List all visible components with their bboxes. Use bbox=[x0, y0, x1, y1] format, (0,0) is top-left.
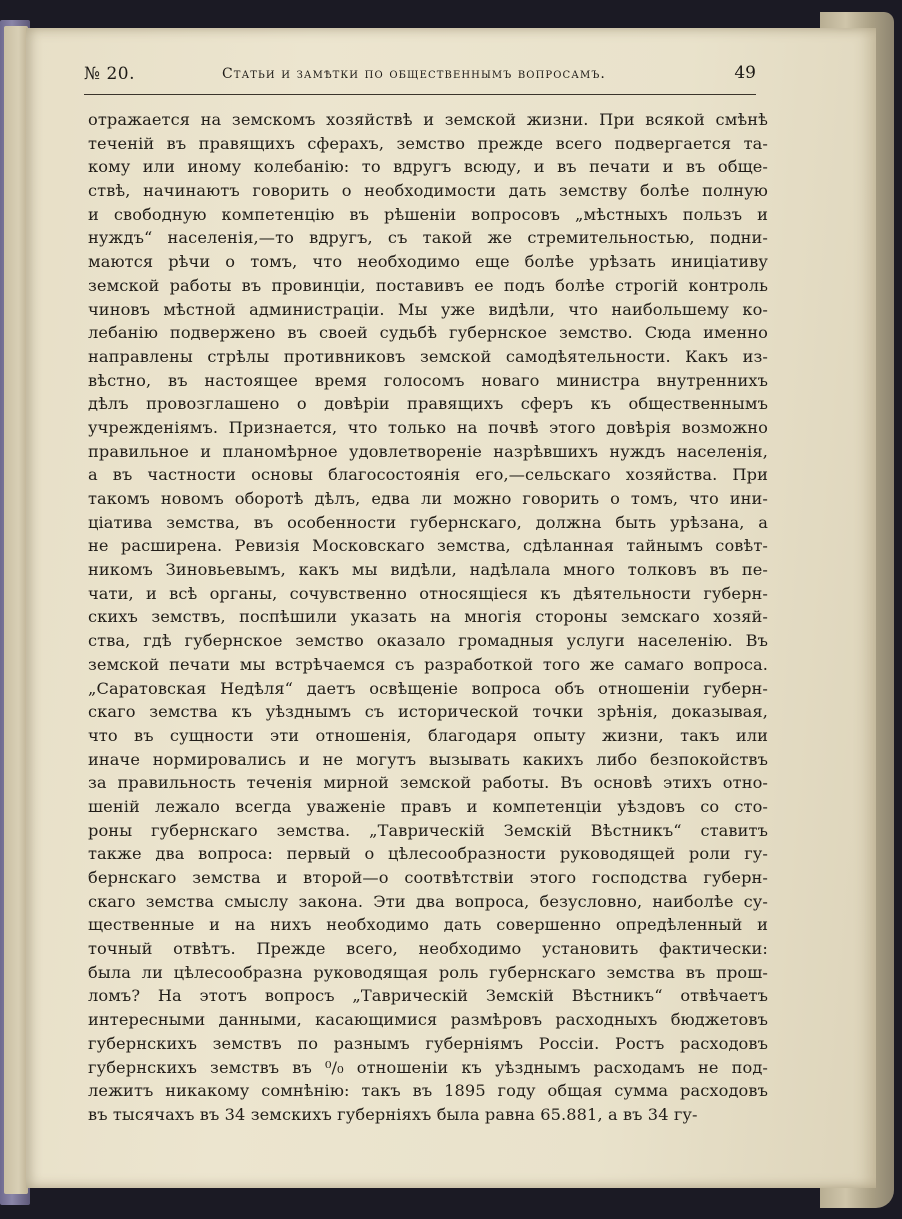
text-line: чати, и всѣ органы, сочувственно относящіеся къ дѣятельности губерн- bbox=[88, 583, 768, 603]
text-line: губернскихъ земствъ въ ⁰/₀ отношеніи къ уѣзднымъ расходамъ не под- bbox=[88, 1057, 768, 1077]
text-line: была ли цѣлесообразна руководящая роль губернскаго земства въ прош- bbox=[88, 962, 768, 982]
text-line: скихъ земствъ, поспѣшили указать на многія стороны земскаго хозяй- bbox=[88, 607, 768, 627]
text-line: ломъ? На этотъ вопросъ „Таврическій Земскій Вѣстникъ“ отвѣчаетъ bbox=[88, 986, 768, 1006]
text-line: щественные и на нихъ необходимо дать совершенно опредѣленный и bbox=[88, 915, 768, 935]
text-line: вѣстно, въ настоящее время голосомъ новаго министра внутреннихъ bbox=[88, 370, 768, 390]
text-line: роны губернскаго земства. „Таврическій Земскій Вѣстникъ“ ставитъ bbox=[88, 820, 768, 840]
issue-number: № 20. bbox=[84, 64, 136, 84]
text-line: направлены стрѣлы противниковъ земской самодѣятельности. Какъ из- bbox=[88, 346, 768, 366]
text-line: ціатива земства, въ особенности губернскаго, должна быть урѣзана, а bbox=[88, 512, 768, 532]
article-body bbox=[88, 108, 768, 1127]
text-line: ства, гдѣ губернское земство оказало громадныя услуги населенію. Въ bbox=[88, 631, 768, 651]
text-line: никомъ Зиновьевымъ, какъ мы видѣли, надѣлала много толковъ въ пе- bbox=[88, 560, 768, 580]
text-line: лебанію подвержено въ своей судьбѣ губернское земство. Сюда именно bbox=[88, 323, 768, 343]
text-line: лежитъ никакому сомнѣнію: такъ въ 1895 году общая сумма расходовъ bbox=[88, 1081, 768, 1101]
text-line: а въ частности основы благосостоянія его,—сельскаго хозяйства. При bbox=[88, 465, 768, 485]
text-line: ствѣ, начинаютъ говорить о необходимости дать земству болѣе полную bbox=[88, 181, 768, 201]
text-line: учрежденіямъ. Признается, что только на почвѣ этого довѣрія возможно bbox=[88, 417, 768, 437]
section-title: Статьи и замѣтки по общественнымъ вопросамъ. bbox=[222, 66, 606, 82]
text-line: скаго земства смыслу закона. Эти два вопроса, безусловно, наиболѣе су- bbox=[88, 891, 768, 911]
text-line: теченій въ правящихъ сферахъ, земство прежде всего подвергается та- bbox=[88, 133, 768, 153]
text-line: дѣлъ провозглашено о довѣріи правящихъ сферъ къ общественнымъ bbox=[88, 394, 768, 414]
text-line: бернскаго земства и второй—о соотвѣтствіи этого господства губерн- bbox=[88, 868, 768, 887]
text-line: не расширена. Ревизія Московскаго земства, сдѣланная тайнымъ совѣт- bbox=[88, 536, 768, 556]
text-line: земской работы въ провинціи, поставивъ ее подъ болѣе строгій контроль bbox=[88, 275, 768, 295]
previous-page-edge bbox=[4, 26, 28, 1194]
text-line: отражается на земскомъ хозяйствѣ и земской жизни. При всякой смѣнѣ bbox=[88, 110, 768, 129]
running-header bbox=[84, 60, 756, 94]
text-line: чиновъ мѣстной администраціи. Мы уже видѣли, что наибольшему ко- bbox=[88, 299, 768, 319]
text-line: нуждъ“ населенія,—то вдругъ, съ такой же стремительностью, подни- bbox=[88, 228, 768, 248]
text-line: „Саратовская Недѣля“ даетъ освѣщеніе вопроса объ отношеніи губерн- bbox=[88, 678, 768, 698]
text-line: маются рѣчи о томъ, что необходимо еще болѣе урѣзать иниціативу bbox=[88, 252, 768, 272]
page-number: 49 bbox=[734, 63, 756, 83]
text-line: правильное и планомѣрное удовлетвореніе назрѣвшихъ нуждъ населенія, bbox=[88, 441, 768, 461]
text-line: точный отвѣтъ. Прежде всего, необходимо установить фактически: bbox=[88, 939, 768, 959]
text-line: что въ сущности эти отношенія, благодаря опыту жизни, такъ или bbox=[88, 725, 768, 745]
text-line: шеній лежало всегда уваженіе правъ и компетенціи уѣздовъ со сто- bbox=[88, 796, 768, 816]
header-rule bbox=[84, 94, 756, 95]
text-line: кому или иному колебанію: то вдругъ всюду, и въ печати и въ обще- bbox=[88, 157, 768, 177]
text-line: въ тысячахъ въ 34 земскихъ губерніяхъ была равна 65.881, а въ 34 гу- bbox=[88, 1104, 698, 1124]
text-line: губернскихъ земствъ по разнымъ губерніямъ Россіи. Ростъ расходовъ bbox=[88, 1033, 768, 1053]
text-line: земской печати мы встрѣчаемся съ разработкой того же самаго вопроса. bbox=[88, 654, 768, 674]
text-line: за правильность теченія мирной земской работы. Въ основѣ этихъ отно- bbox=[88, 773, 768, 793]
text-line: интересными данными, касающимися размѣровъ расходныхъ бюджетовъ bbox=[88, 1010, 768, 1030]
text-line: и свободную компетенцію въ рѣшеніи вопросовъ „мѣстныхъ пользъ и bbox=[88, 204, 768, 224]
text-line: также два вопроса: первый о цѣлесообразности руководящей роли гу- bbox=[88, 844, 768, 864]
text-line: скаго земства къ уѣзднымъ съ исторической точки зрѣнія, доказывая, bbox=[88, 702, 768, 722]
text-line: иначе нормировались и не могутъ вызывать какихъ либо безпокойствъ bbox=[88, 749, 768, 769]
text-line: такомъ новомъ оборотѣ дѣлъ, едва ли можно говорить о томъ, что ини- bbox=[88, 489, 768, 508]
